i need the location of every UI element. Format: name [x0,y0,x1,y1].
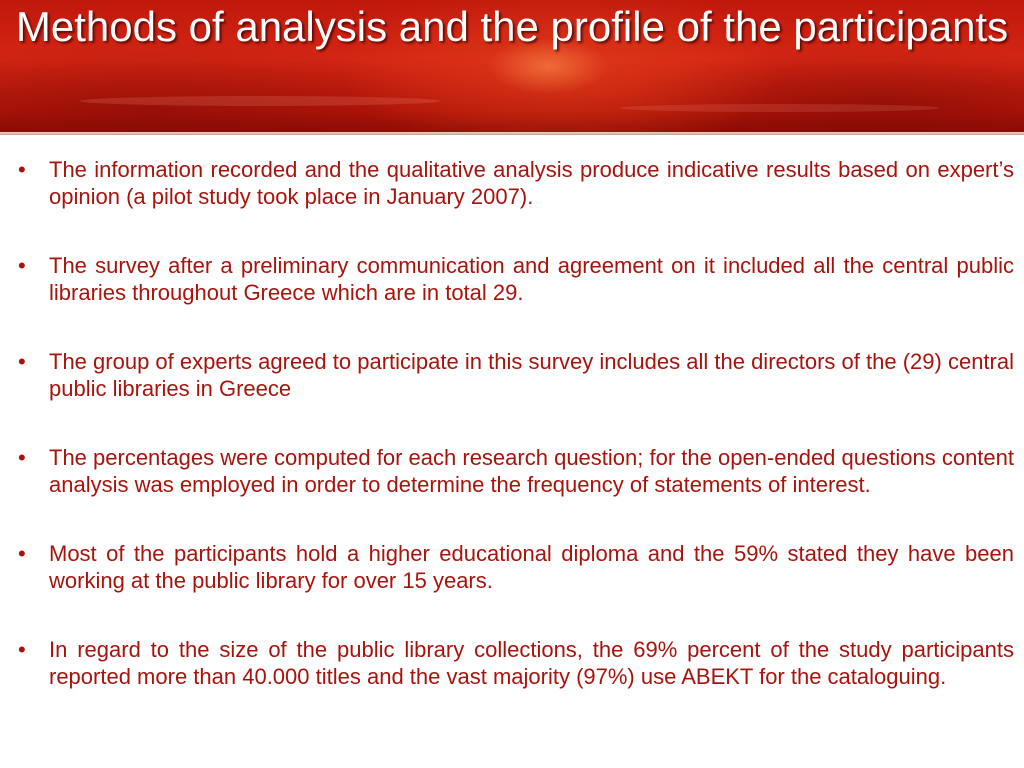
bullet-list [18,156,1014,690]
bullet-icon: • [18,445,26,470]
bullet-text: The survey after a preliminary communication and agreement on it included all the central public libraries throughout Greece which are in total 29. [49,253,1014,305]
bullet-item [18,540,1014,594]
bullet-text: In regard to the size of the public library collections, the 69% percent of the study participants reported more than 40.000 titles and the vast majority (97%) use ABEKT for the cataloguing. [49,637,1014,689]
banner-divider [0,132,1024,135]
bullet-text: The information recorded and the qualitative analysis produce indicative results based on expert’s opinion (a pilot study took place in January 2007). [49,157,1014,209]
bullet-text: The group of experts agreed to participate in this survey includes all the directors of the (29) central public libraries in Greece [49,349,1014,401]
banner-highlight [620,104,940,112]
bullet-item [18,636,1014,690]
title-banner [0,0,1024,132]
banner-highlight [80,96,440,106]
bullet-icon: • [18,349,26,374]
bullet-item [18,444,1014,498]
bullet-icon: • [18,637,26,662]
bullet-item [18,348,1014,402]
bullet-icon: • [18,253,26,278]
bullet-item [18,252,1014,306]
slide-title: Methods of analysis and the profile of the participants [15,3,1009,50]
bullet-icon: • [18,157,26,182]
bullet-icon: • [18,541,26,566]
bullet-text: The percentages were computed for each research question; for the open-ended questions content analysis was employed in order to determine the frequency of statements of interest. [49,445,1014,497]
bullet-item [18,156,1014,210]
bullet-text: Most of the participants hold a higher educational diploma and the 59% stated they have been working at the public library for over 15 years. [49,541,1014,593]
